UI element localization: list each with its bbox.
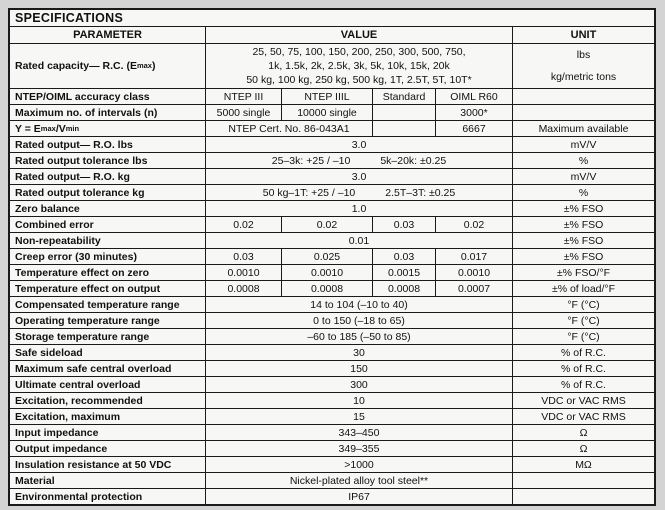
value-cell: NTEP IIIL bbox=[282, 89, 372, 104]
value-cell bbox=[373, 121, 435, 136]
value-cell: 3.0 bbox=[206, 169, 512, 184]
value-cell: NTEP Cert. No. 86-043A1 bbox=[206, 121, 372, 136]
param-cell: Operating temperature range bbox=[10, 313, 205, 328]
unit-cell bbox=[513, 44, 654, 88]
value-cell: 150 bbox=[206, 361, 512, 376]
specifications-table bbox=[8, 8, 656, 506]
value-cell: 0.0007 bbox=[436, 281, 512, 296]
param-cell: Maximum no. of intervals (n) bbox=[10, 105, 205, 120]
value-line: 25, 50, 75, 100, 150, 200, 250, 300, 500, 750, bbox=[252, 46, 466, 58]
param-cell: Rated capacity— R.C. (E max ) bbox=[10, 44, 205, 88]
value-cell: 0.03 bbox=[373, 217, 435, 232]
param-cell: Creep error (30 minutes) bbox=[10, 249, 205, 264]
value-cell: 0.017 bbox=[436, 249, 512, 264]
param-cell: Temperature effect on output bbox=[10, 281, 205, 296]
value-part: 2.5T–3T: ±0.25 bbox=[385, 186, 456, 199]
unit-cell: mV/V bbox=[513, 169, 654, 184]
param-cell: Compensated temperature range bbox=[10, 297, 205, 312]
value-part: 25–3k: +25 / –10 bbox=[271, 154, 351, 167]
value-cell: 0 to 150 (–18 to 65) bbox=[206, 313, 512, 328]
value-cell: 6667 bbox=[436, 121, 512, 136]
param-cell: Zero balance bbox=[10, 201, 205, 216]
unit-cell: ±% FSO bbox=[513, 249, 654, 264]
unit-line: lbs bbox=[576, 49, 591, 61]
value-cell: 349–355 bbox=[206, 441, 512, 456]
unit-cell: °F (°C) bbox=[513, 297, 654, 312]
unit-cell: % bbox=[513, 185, 654, 200]
value-cell: 10000 single bbox=[282, 105, 372, 120]
param-cell: Y = E max /V min bbox=[10, 121, 205, 136]
unit-cell: °F (°C) bbox=[513, 313, 654, 328]
header-parameter: PARAMETER bbox=[10, 27, 205, 43]
unit-cell: ±% FSO bbox=[513, 233, 654, 248]
value-cell: 0.0008 bbox=[282, 281, 372, 296]
value-part: 50 kg–1T: +25 / –10 bbox=[262, 186, 356, 199]
param-cell: Rated output tolerance kg bbox=[10, 185, 205, 200]
table-title: SPECIFICATIONS bbox=[10, 10, 654, 26]
param-cell: Ultimate central overload bbox=[10, 377, 205, 392]
param-cell: Rated output— R.O. kg bbox=[10, 169, 205, 184]
unit-cell: VDC or VAC RMS bbox=[513, 409, 654, 424]
unit-cell: ±% FSO/°F bbox=[513, 265, 654, 280]
value-cell: Standard bbox=[373, 89, 435, 104]
value-cell: 0.02 bbox=[282, 217, 372, 232]
value-cell: 0.0008 bbox=[206, 281, 281, 296]
unit-cell: mV/V bbox=[513, 137, 654, 152]
value-cell bbox=[206, 185, 512, 200]
unit-cell: % of R.C. bbox=[513, 345, 654, 360]
value-part: 5k–20k: ±0.25 bbox=[380, 154, 447, 167]
unit-cell: °F (°C) bbox=[513, 329, 654, 344]
unit-cell: MΩ bbox=[513, 457, 654, 472]
param-cell: Insulation resistance at 50 VDC bbox=[10, 457, 205, 472]
param-cell: Maximum safe central overload bbox=[10, 361, 205, 376]
unit-cell bbox=[513, 489, 654, 504]
value-cell: 0.0010 bbox=[436, 265, 512, 280]
value-cell bbox=[373, 105, 435, 120]
param-cell: Rated output— R.O. lbs bbox=[10, 137, 205, 152]
param-cell: Input impedance bbox=[10, 425, 205, 440]
param-cell: Material bbox=[10, 473, 205, 488]
unit-cell bbox=[513, 89, 654, 104]
param-cell: Combined error bbox=[10, 217, 205, 232]
value-cell: 0.0008 bbox=[373, 281, 435, 296]
param-cell: Non-repeatability bbox=[10, 233, 205, 248]
value-cell: 0.0010 bbox=[282, 265, 372, 280]
unit-cell: ±% FSO bbox=[513, 201, 654, 216]
value-cell: 0.025 bbox=[282, 249, 372, 264]
value-line: 50 kg, 100 kg, 250 kg, 500 kg, 1T, 2.5T, 5T, 10T* bbox=[246, 74, 472, 86]
unit-cell: Ω bbox=[513, 441, 654, 456]
value-cell: 0.01 bbox=[206, 233, 512, 248]
value-cell: 3.0 bbox=[206, 137, 512, 152]
value-cell bbox=[206, 153, 512, 168]
value-line: 1k, 1.5k, 2k, 2.5k, 3k, 5k, 10k, 15k, 20k bbox=[268, 60, 450, 72]
value-cell: OIML R60 bbox=[436, 89, 512, 104]
header-value: VALUE bbox=[206, 27, 512, 43]
value-cell: 15 bbox=[206, 409, 512, 424]
value-cell: 300 bbox=[206, 377, 512, 392]
unit-cell: % bbox=[513, 153, 654, 168]
value-cell: 0.0010 bbox=[206, 265, 281, 280]
header-unit: UNIT bbox=[513, 27, 654, 43]
unit-cell: % of R.C. bbox=[513, 377, 654, 392]
value-cell: –60 to 185 (–50 to 85) bbox=[206, 329, 512, 344]
param-cell: Output impedance bbox=[10, 441, 205, 456]
value-cell: 10 bbox=[206, 393, 512, 408]
unit-line: kg/metric tons bbox=[550, 71, 617, 83]
value-cell: 343–450 bbox=[206, 425, 512, 440]
unit-cell bbox=[513, 105, 654, 120]
value-cell bbox=[206, 44, 512, 88]
unit-cell bbox=[513, 473, 654, 488]
value-cell: 30 bbox=[206, 345, 512, 360]
value-cell: Nickel-plated alloy tool steel** bbox=[206, 473, 512, 488]
param-cell: Rated output tolerance lbs bbox=[10, 153, 205, 168]
unit-cell: Ω bbox=[513, 425, 654, 440]
param-cell: Excitation, recommended bbox=[10, 393, 205, 408]
param-cell: Storage temperature range bbox=[10, 329, 205, 344]
value-cell: 0.03 bbox=[373, 249, 435, 264]
value-cell: 0.03 bbox=[206, 249, 281, 264]
value-cell: 0.0015 bbox=[373, 265, 435, 280]
param-cell: NTEP/OIML accuracy class bbox=[10, 89, 205, 104]
unit-cell: VDC or VAC RMS bbox=[513, 393, 654, 408]
value-cell: 0.02 bbox=[436, 217, 512, 232]
value-cell: 3000* bbox=[436, 105, 512, 120]
unit-cell: Maximum available bbox=[513, 121, 654, 136]
value-cell: 1.0 bbox=[206, 201, 512, 216]
value-cell: 5000 single bbox=[206, 105, 281, 120]
unit-cell: ±% FSO bbox=[513, 217, 654, 232]
value-cell: >1000 bbox=[206, 457, 512, 472]
value-cell: 0.02 bbox=[206, 217, 281, 232]
value-cell: NTEP III bbox=[206, 89, 281, 104]
unit-cell: % of R.C. bbox=[513, 361, 654, 376]
value-cell: IP67 bbox=[206, 489, 512, 504]
param-cell: Temperature effect on zero bbox=[10, 265, 205, 280]
param-cell: Environmental protection bbox=[10, 489, 205, 504]
param-cell: Excitation, maximum bbox=[10, 409, 205, 424]
unit-cell: ±% of load/°F bbox=[513, 281, 654, 296]
value-cell: 14 to 104 (–10 to 40) bbox=[206, 297, 512, 312]
param-cell: Safe sideload bbox=[10, 345, 205, 360]
